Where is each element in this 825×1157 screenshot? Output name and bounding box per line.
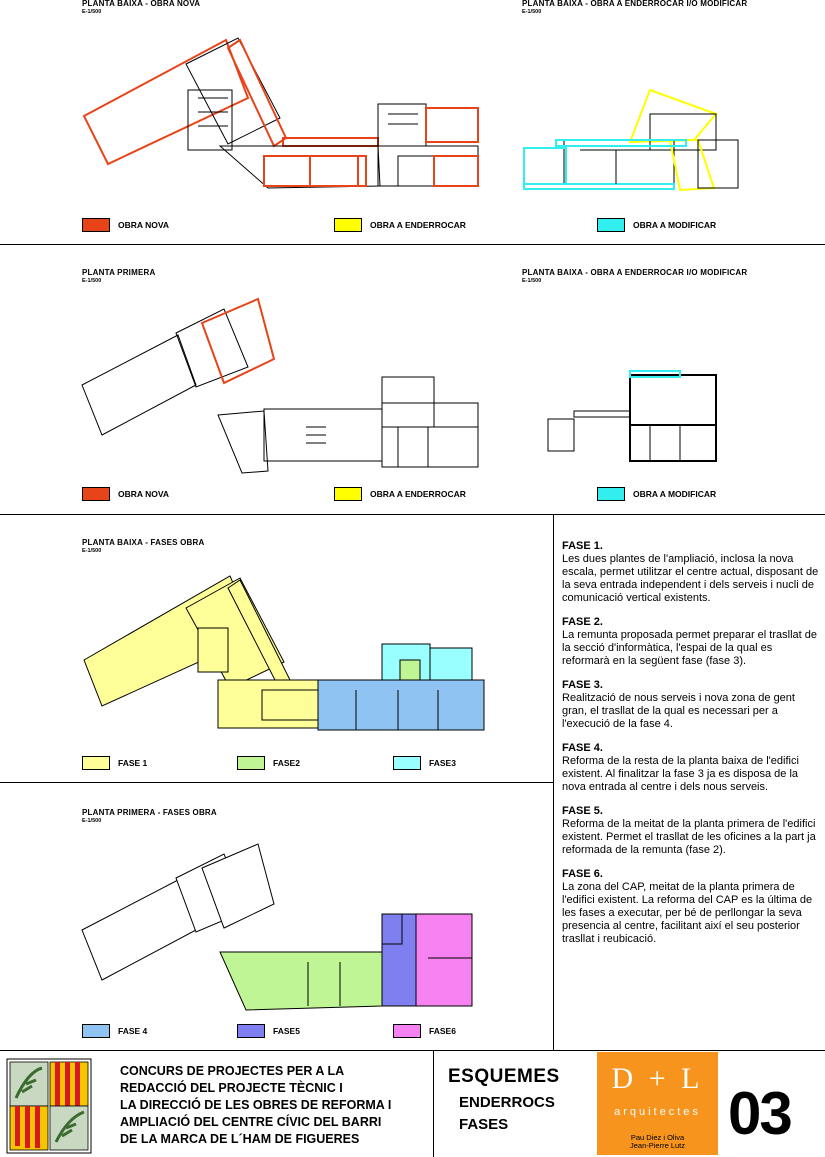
phase-text: Reforma de la resta de la planta baixa de l'edifici existent. Al finalitzar la fase 3 ja es disposa de la nova entrada al centre i dels nous serveis. — [562, 755, 799, 793]
section-scale: E-1/500 — [82, 548, 102, 554]
author-name: Jean-Pierre Lutz — [629, 1141, 686, 1150]
phase-title: FASE 3. — [562, 679, 603, 691]
legend-label: FASE 4 — [118, 1026, 148, 1036]
project-title-line: LA DIRECCIÓ DE LES OBRES DE REFORMA I — [120, 1098, 392, 1112]
legend-swatch-fase5 — [237, 1024, 265, 1038]
logo-mark: D + L — [611, 1062, 704, 1095]
legend-item — [237, 755, 300, 771]
legend-swatch-obra-nova — [82, 218, 110, 232]
legend-item — [82, 486, 169, 502]
floor-plan-first-floor — [78, 295, 498, 475]
legend-swatch-obra-enderrocar — [334, 487, 362, 501]
floor-plan-ground-demolish-2 — [520, 365, 750, 475]
legend-item — [334, 486, 466, 502]
footer-column-divider — [433, 1050, 434, 1157]
section-scale: E-1/500 — [82, 9, 102, 15]
phase-block — [562, 540, 820, 605]
section-title-first-floor: PLANTA PRIMERA — [82, 268, 156, 277]
architects-logo — [597, 1052, 718, 1155]
phase-text: La remunta proposada permet preparar el trasllat de la secció d'informàtica, l'espai de la qual es reformarà en la següent fase (fase 3). — [562, 629, 817, 667]
sheet-subheading: FASES — [459, 1116, 509, 1133]
legend-item — [82, 1023, 147, 1039]
section-scale: E-1/500 — [522, 9, 542, 15]
phase-block — [562, 742, 820, 794]
legend-item — [597, 217, 716, 233]
section-title-ground-demolish: PLANTA BAIXA - OBRA A ENDERROCAR I/O MODIFICAR — [522, 0, 748, 8]
legend-item — [82, 755, 147, 771]
legend-swatch-obra-enderrocar — [334, 218, 362, 232]
phase-text: Les dues plantes de l'ampliació, inclosa la nova escala, permet utilitzar el centre actual, disposant de la seva entrada independent i dels serveis i nucli de comunicació vertical existents. — [562, 553, 819, 604]
legend-item — [334, 217, 466, 233]
logo-word: arquitectes — [614, 1106, 701, 1118]
project-title — [120, 1063, 391, 1148]
project-title-line: DE LA MARCA DE L´HAM DE FIGUERES — [120, 1132, 360, 1146]
section-title-ground-demolish-2: PLANTA BAIXA - OBRA A ENDERROCAR I/O MODIFICAR — [522, 268, 748, 277]
legend-label: FASE6 — [429, 1026, 456, 1036]
phases-description — [562, 540, 820, 957]
legend-item — [237, 1023, 300, 1039]
column-divider — [553, 514, 554, 1050]
phase-block — [562, 805, 820, 857]
legend-label: FASE3 — [429, 758, 456, 768]
legend-swatch-fase2 — [237, 756, 265, 770]
legend-swatch-obra-modificar — [597, 218, 625, 232]
legend-label: FASE2 — [273, 758, 300, 768]
legend-swatch-fase6 — [393, 1024, 421, 1038]
sheet-heading: ESQUEMES — [448, 1066, 560, 1087]
section-title-ground-new-work: PLANTA BAIXA - OBRA NOVA — [82, 0, 201, 8]
phase-text: Reforma de la meitat de la planta primera de l'edifici existent. Permet el trasllat de les oficines a la part ja reformada de la remunta (fase 2). — [562, 818, 816, 856]
legend-label: FASE 1 — [118, 758, 148, 768]
legend-item — [393, 755, 456, 771]
floor-plan-ground-demolish — [520, 84, 750, 194]
legend-swatch-fase4 — [82, 1024, 110, 1038]
legend-label: OBRA A ENDERROCAR — [370, 489, 466, 499]
legend-item — [597, 486, 716, 502]
project-title-line: AMPLIACIÓ DEL CENTRE CÍVIC DEL BARRI — [120, 1115, 382, 1129]
legend-label: OBRA NOVA — [118, 489, 169, 499]
floor-plan-first-floor-phases — [78, 838, 498, 1013]
legend-label: OBRA A ENDERROCAR — [370, 220, 466, 230]
phase-text: La zona del CAP, meitat de la planta primera de l'edifici existent. La reforma del CAP es la última de les fases a executar, per bé de perllongar la seva presencia al centre, facilitant així el seu posterior trasllat i reubicació. — [562, 881, 813, 945]
section-divider — [0, 244, 825, 245]
section-title-ground-phases: PLANTA BAIXA - FASES OBRA — [82, 538, 205, 547]
floor-plan-ground-new-work — [78, 28, 498, 198]
legend-swatch-fase3 — [393, 756, 421, 770]
phase-title: FASE 1. — [562, 540, 603, 552]
phase-title: FASE 5. — [562, 805, 603, 817]
legend-label: OBRA A MODIFICAR — [633, 220, 717, 230]
legend-swatch-obra-modificar — [597, 487, 625, 501]
section-title-first-floor-phases: PLANTA PRIMERA - FASES OBRA — [82, 808, 217, 817]
section-scale: E-1/500 — [522, 278, 542, 284]
section-scale: E-1/500 — [82, 818, 102, 824]
coat-of-arms-icon — [6, 1058, 92, 1154]
phase-title: FASE 2. — [562, 616, 603, 628]
floor-plan-ground-phases — [78, 568, 498, 738]
legend-label: OBRA A MODIFICAR — [633, 489, 717, 499]
legend-label: OBRA NOVA — [118, 220, 169, 230]
phase-title: FASE 6. — [562, 868, 603, 880]
section-divider — [0, 782, 553, 783]
legend-label: FASE5 — [273, 1026, 300, 1036]
phase-block — [562, 616, 820, 668]
legend-item — [393, 1023, 456, 1039]
legend-swatch-obra-nova — [82, 487, 110, 501]
sheet-subheading: ENDERROCS — [459, 1094, 555, 1111]
author-name: Pau Diez i Oliva — [630, 1133, 685, 1142]
phase-title: FASE 4. — [562, 742, 603, 754]
section-divider — [0, 514, 825, 515]
project-title-line: REDACCIÓ DEL PROJECTE TÈCNIC I — [120, 1081, 343, 1095]
project-title-line: CONCURS DE PROJECTES PER A LA — [120, 1064, 345, 1078]
legend-item — [82, 217, 169, 233]
footer-divider — [0, 1050, 825, 1051]
phase-text: Realització de nous serveis i nova zona de gent gran, el trasllat de la qual es necessari per a l'execució de la fase 4. — [562, 692, 795, 730]
sheet-number: 03 — [728, 1080, 791, 1147]
phase-block — [562, 868, 820, 946]
phase-block — [562, 679, 820, 731]
section-scale: E-1/500 — [82, 278, 102, 284]
legend-swatch-fase1 — [82, 756, 110, 770]
